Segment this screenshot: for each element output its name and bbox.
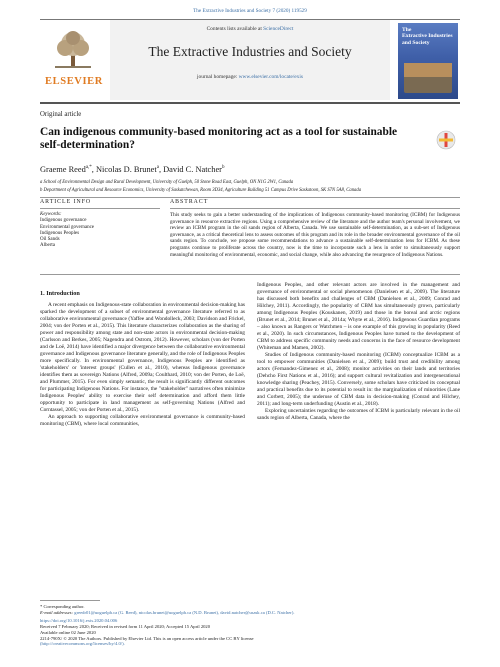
article-type: Original article (40, 111, 82, 118)
masthead (40, 19, 460, 104)
body-right-column (257, 282, 460, 422)
section-heading: 1. Introduction (40, 290, 80, 297)
author-3-sup: b (221, 165, 225, 171)
affiliation-b: b Department of Agricultural and Resource Economics, University of Saskatchewan, Room 3D34, Agriculture Building 51 Campus Drive Saskatoon, SK S7N 5A8, Canada (40, 188, 362, 193)
doi-link[interactable]: https://doi.org/10.1016/j.exis.2020.04.006 (40, 618, 118, 624)
homepage-line (110, 74, 390, 80)
contents-line (110, 26, 390, 32)
homepage-link[interactable]: www.elsevier.com/locate/exis (238, 74, 303, 80)
journal-title: The Extractive Industries and Society (148, 44, 352, 59)
keyword: Alberta (40, 243, 55, 249)
email-label: E-mail addresses: (40, 609, 75, 615)
journal-cover[interactable] (398, 23, 458, 99)
author-3[interactable]: , David C. Natcher (158, 165, 222, 174)
divider (40, 208, 160, 209)
paragraph: Indigenous Peoples, and other relevant actors are involved in the management and governance of environmental or social phenomenon (Danielsen et al., 2009). The literature has discussed both benefits and challenges of CBM (Danielsen et al., 2009; Conrad and Hilchey, 2011). Accordingly, the popularity of CBM has simultaneously grown, particularly among Indigenous Peoples (Kouskanen, 2019) and those in the boreal and arctic regions (Brunet et al., 2014; Brunet et al., 2014a; Whyte et al., 2016). Indigenous Guardian programs – also known as Rangers or Watchmen – is one example of this growing in popularity (Reed et al., 2020). In such circumstances, Indigenous Peoples have turned to the development of CBM to address specific community needs and concerns in the face of resource development (Whiteman and Mamen, 2002). (257, 282, 460, 351)
author-list (40, 165, 224, 174)
publisher-name: ELSEVIER (45, 76, 103, 87)
keyword: Environmental governance (40, 224, 95, 230)
abstract-text: This study seeks to gain a better understanding of the implications of Indigenous community-based monitoring (ICBM) for Indigenous governance in resource extractive regions. Using a comprehensive review of the literature and the author team's personal involvement, we review an ICBM program in the oil sands region of Alberta, Canada. We use sustainable self-determination, as a sub-set of Indigenous governance, as a critical theoretical lens to assess outcomes of this program and its role in the broader environmental governance of the oil sands region. To conclude, we propose some recommendations to advance a sustainable self-determination lens for ICBM. As these programs continue to proliferate across the country, now is the time to incorporate such a lens in order to simultaneously support meaningful monitoring of environmental, economic, and social change, while also advancing the resurgence of Indigenous Nations. (170, 212, 460, 258)
publisher-logo[interactable] (42, 26, 102, 92)
keyword: Indigenous Peoples (40, 230, 80, 236)
available-online: Available online 02 June 2020 (40, 629, 96, 635)
paragraph: A recent emphasis on Indigenous-state collaboration in environmental decision-making has sparked the development of a subset of environmental governance literature referred to as collaborative environmental governance (Yaffee and Wondolleck, 2003; Davidson and Frickel, 2004; von der Porten et al., 2015). This literature characterizes collaboration as the sharing of power and responsibility among state and non-state actors in environmental decision-making (Carlsson and Berkes, 2005; Nagendra and Ostrom, 2012). However, scholars (von der Porten and de Loë, 2014) have identified a major divergence between the collaborative environmental governance and Indigenous governance literature generally, and the role of Indigenous Peoples more specifically. In environmental governance, Indigenous Peoples are identified as 'stakeholders' or 'interest groups' (Cullen et al., 2010), whereas Indigenous governance identifies them as sovereign Nations (Alfred, 2009a; Coulthard, 2010; von der Porten, de Loë, and Plummer, 2015). For even simply semantic, the result is significantly different outcomes for participating Indigenous Nations. For instance, the "stakeholder" narratives often minimize Indigenous Peoples' ability to exercise their self determination and afford them little opportunity to participate in land management as self-governing Nations (Alfred and Corntassel, 2005; von der Porten et al., 2015). (40, 302, 245, 413)
keywords-label: Keywords: (40, 212, 62, 217)
journal-citation[interactable]: The Extractive Industries and Society 7 (2020) 119529 (193, 8, 307, 14)
sciencedirect-link[interactable]: ScienceDirect (263, 26, 294, 32)
email-addresses[interactable]: greedr01@uoguelph.ca (G. Reed), nicolas.brunet@uoguelph.ca (N.D. Brunet), david.natcher@usask.ca (D.C. Natcher). (74, 609, 295, 615)
affiliation-a: a School of Environmental Design and Rural Development, University of Guelph, 50 Stone Road East, Guelph, ON N1G 2W1, Canada (40, 180, 294, 185)
author-2[interactable]: , Nicolas D. Brunet (91, 165, 157, 174)
divider (40, 274, 460, 275)
homepage-prefix: journal homepage: (197, 74, 239, 80)
article-title: Can indigenous community-based monitoring act as a tool for sustainable self-determination? (40, 126, 398, 151)
body-left-column (40, 302, 245, 428)
keyword: Indigenous governance (40, 218, 87, 224)
cover-image (404, 63, 452, 93)
crossmark-icon[interactable] (436, 130, 456, 150)
keyword: Oil Sands (40, 237, 60, 243)
paragraph: Exploring uncertainties regarding the outcomes of ICBM is particularly relevant in the oil sands region of Alberta, Canada, where the (257, 408, 460, 421)
paragraph: An approach to supporting collaborative environmental governance is community-based monitoring (CBM), where local communities, (40, 414, 245, 427)
author-1[interactable]: Graeme Reed (40, 165, 86, 174)
paragraph: Studies of Indigenous community-based monitoring (ICBM) conceptualize ICBM as a tool to empower communities (Danielsen et al., 2009); build trust and credibility among actors (Fernandez-Gimenez et al., 2008); monitor activities on their lands and territories (Dehcho First Nations et al., 2016); and support cultural revitalization and intergenerational knowledge sharing (Peachey, 2015). Conversely, some scholars have criticized its conceptual and practical benefits due to its potential to result in: the marginalization of minorities (Lane and Corbett, 2005); the underuse of CBM data in decision-making (Conrad and Hilchey, 2011); and long-term underfunding (Austin et al., 2018). (257, 352, 460, 407)
contents-prefix: Contents lists available at (206, 26, 264, 32)
license-link[interactable]: (http://creativecommons.org/licenses/by/4.0/). (40, 641, 125, 647)
cover-title: The Extractive Industries and Society (402, 27, 453, 46)
license-text: 2214-790X/ © 2020 The Authors. Published by Elsevier Ltd. This is an open access article under the CC BY license (40, 635, 254, 641)
journal-header (110, 20, 390, 100)
author-2-sup: a (156, 165, 159, 171)
footnotes (40, 604, 460, 647)
divider (40, 197, 460, 198)
keywords-block (40, 212, 160, 250)
footnote-divider (40, 600, 100, 601)
corresponding-author: * Corresponding author. (40, 604, 85, 609)
received-dates: Received 7 February 2020; Received in revised form 11 April 2020; Accepted 15 April 2020 (40, 624, 211, 630)
abstract-heading: ABSTRACT (170, 199, 209, 205)
article-info-heading: ARTICLE INFO (40, 199, 92, 205)
divider (170, 208, 460, 209)
elsevier-tree-icon (51, 30, 95, 70)
author-1-sup: a,* (85, 165, 92, 171)
